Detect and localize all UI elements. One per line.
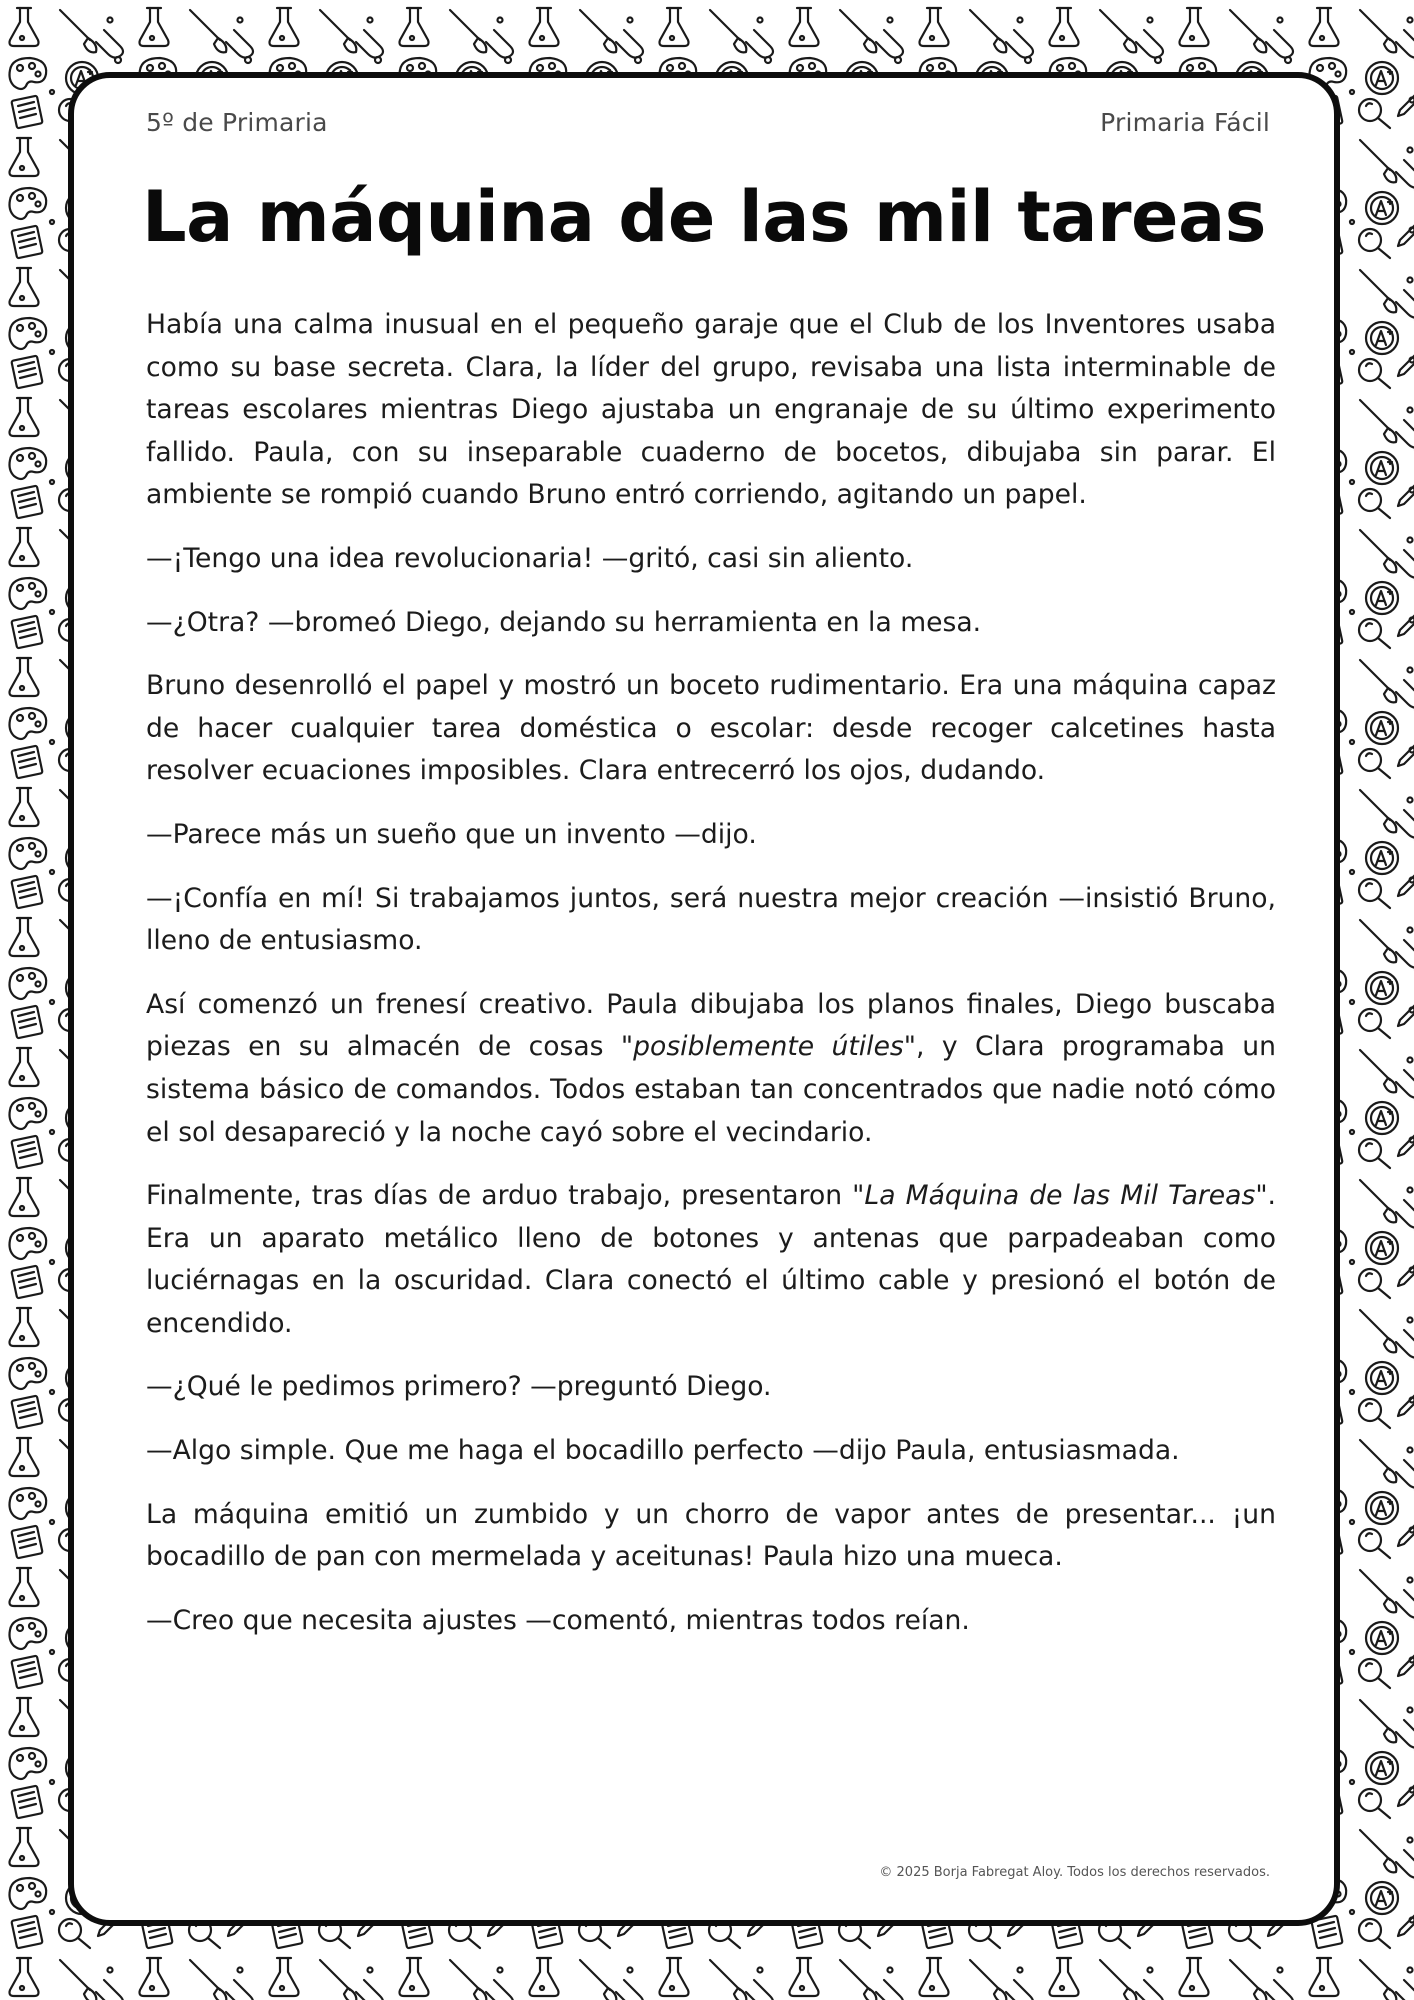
story-paragraph-11: La máquina emitió un zumbido y un chorro de vapor antes de presentar... ¡un bocadillo de pan con mermelada y aceitunas! Paula hizo una mueca. (146, 1498, 1276, 1573)
story-paragraph-10: —Algo simple. Que me haga el bocadillo perfecto —dijo Paula, entusiasmada. (146, 1435, 1180, 1467)
story-paragraph-7 (146, 984, 1276, 1154)
brand-label: Primaria Fácil (1100, 108, 1270, 137)
story-title: La máquina de las mil tareas (142, 176, 1266, 258)
copyright-notice: © 2025 Borja Fabregat Aloy. Todos los derechos reservados. (879, 1865, 1270, 1880)
story-paragraph-8-start: Finalmente, tras días de arduo trabajo, presentaron " (146, 1180, 865, 1212)
story-paragraph-7-emphasis: posiblemente útiles (633, 1031, 904, 1063)
worksheet-card (68, 72, 1340, 1926)
story-body (146, 304, 1276, 1663)
story-paragraph-8 (146, 1175, 1276, 1345)
grade-label: 5º de Primaria (146, 108, 328, 137)
story-paragraph-12: —Creo que necesita ajustes —comentó, mientras todos reían. (146, 1604, 970, 1636)
story-paragraph-3: —¿Otra? —bromeó Diego, dejando su herramienta en la mesa. (146, 606, 982, 638)
story-paragraph-7-start: Así comenzó un frenesí creativo. Paula dibujaba los planos finales, Diego buscaba piezas en su almacén de cosas " (146, 988, 1276, 1063)
story-paragraph-5: —Parece más un sueño que un invento —dijo. (146, 818, 757, 850)
story-paragraph-8-emphasis: La Máquina de las Mil Tareas (864, 1180, 1256, 1212)
story-paragraph-1: Había una calma inusual en el pequeño garaje que el Club de los Inventores usaba como su base secreta. Clara, la líder del grupo, revisaba una lista interminable de tareas escolares mientras Diego ajustaba un engranaje de su último experimento fallido. Paula, con su inseparable cuaderno de bocetos, dibujaba sin parar. El ambiente se rompió cuando Bruno entró corriendo, agitando un papel. (146, 309, 1276, 511)
story-paragraph-8-end: ". Era un aparato metálico lleno de botones y antenas que parpadeaban como luciérnagas en la oscuridad. Clara conectó el último cable y presionó el botón de encendido. (146, 1180, 1276, 1339)
story-paragraph-2: —¡Tengo una idea revolucionaria! —gritó, casi sin aliento. (146, 542, 914, 574)
story-paragraph-9: —¿Qué le pedimos primero? —preguntó Diego. (146, 1371, 772, 1403)
story-paragraph-6: —¡Confía en mí! Si trabajamos juntos, será nuestra mejor creación —insistió Bruno, lleno de entusiasmo. (146, 882, 1276, 957)
story-paragraph-7-end: ", y Clara programaba un sistema básico de comandos. Todos estaban tan concentrados que nadie notó cómo el sol desapareció y la noche cayó sobre el vecindario. (146, 1031, 1277, 1148)
story-paragraph-4: Bruno desenrolló el papel y mostró un boceto rudimentario. Era una máquina capaz de hacer cualquier tarea doméstica o escolar: desde recoger calcetines hasta resolver ecuaciones imposibles. Clara entrecerró los ojos, dudando. (146, 670, 1276, 787)
